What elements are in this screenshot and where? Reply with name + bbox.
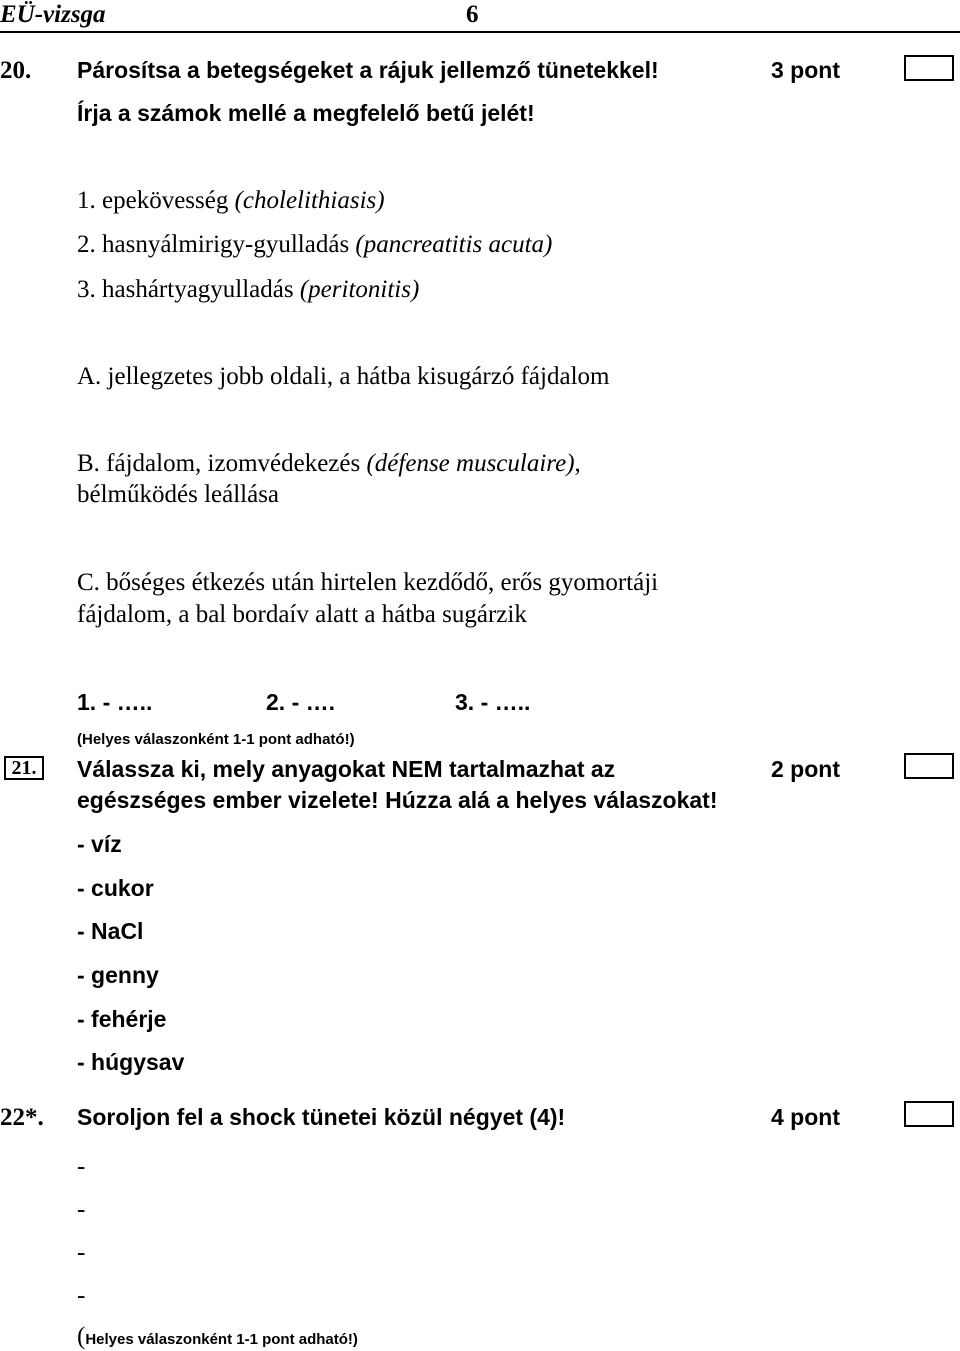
- header-rule: [0, 31, 960, 33]
- symptom-b-line2: bélműködés leállása: [77, 481, 280, 508]
- disease-item-2: [77, 230, 552, 259]
- question-instruction-line2: egészséges ember vizelete! Húzza alá a helyes válaszokat!: [77, 787, 718, 813]
- page-number: 6: [466, 1, 479, 28]
- question-points: 4 pont: [771, 1104, 840, 1130]
- question-instruction: Párosítsa a betegségeket a rájuk jellemző tünetekkel!: [77, 57, 659, 83]
- symptom-b-text: B. fájdalom, izomvédekezés: [77, 450, 367, 477]
- answer-option[interactable]: - cukor: [77, 875, 154, 901]
- header-title: EÜ-vizsga: [0, 1, 106, 28]
- answer-option[interactable]: - víz: [77, 831, 122, 857]
- symptom-c-line2: fájdalom, a bal bordaív alatt a hátba sugárzik: [77, 601, 527, 628]
- question-number: 21.: [4, 756, 44, 780]
- answer-slot-1[interactable]: 1. - …..: [77, 689, 153, 715]
- answer-option[interactable]: - NaCl: [77, 918, 144, 944]
- score-box[interactable]: [904, 753, 954, 779]
- answer-option[interactable]: - fehérje: [77, 1006, 167, 1032]
- symptom-a: A. jellegzetes jobb oldali, a hátba kisugárzó fájdalom: [77, 363, 610, 390]
- symptom-b-latin: (défense musculaire): [366, 450, 575, 477]
- answer-option[interactable]: - genny: [77, 962, 159, 988]
- question-points: 2 pont: [771, 756, 840, 782]
- answer-line[interactable]: -: [77, 1196, 86, 1223]
- answer-slot-3[interactable]: 3. - …..: [455, 689, 531, 715]
- disease-latin: (peritonitis): [299, 276, 420, 303]
- disease-label: 1. epekövesség: [77, 187, 235, 214]
- question-instruction: Soroljon fel a shock tünetei közül négyet (4)!: [77, 1104, 566, 1130]
- answer-slot-2[interactable]: 2. - ….: [266, 689, 336, 715]
- answer-option[interactable]: - húgysav: [77, 1049, 185, 1075]
- answer-line[interactable]: -: [77, 1239, 86, 1266]
- scoring-note: (Helyes válaszonként 1-1 pont adható!): [77, 731, 355, 748]
- question-number: 22*.: [0, 1104, 44, 1131]
- disease-latin: (pancreatitis acuta): [355, 231, 553, 258]
- score-box[interactable]: [904, 55, 954, 81]
- score-box[interactable]: [904, 1101, 954, 1127]
- symptom-c-line1: C. bőséges étkezés után hirtelen kezdődő, erős gyomortáji: [77, 569, 659, 596]
- disease-item-3: [77, 275, 419, 304]
- symptom-b: [77, 449, 581, 478]
- disease-latin: (cholelithiasis): [234, 187, 385, 214]
- question-instruction-secondary: Írja a számok mellé a megfelelő betű jelét!: [77, 100, 535, 126]
- answer-line[interactable]: -: [77, 1153, 86, 1180]
- question-number: 20.: [0, 57, 32, 84]
- symptom-b-comma: ,: [574, 450, 581, 477]
- question-instruction: Válassza ki, mely anyagokat NEM tartalmazhat az: [77, 756, 616, 782]
- disease-item-1: [77, 186, 385, 215]
- answer-line[interactable]: -: [77, 1282, 86, 1309]
- question-points: 3 pont: [771, 57, 840, 83]
- scoring-note: (Helyes válaszonként 1-1 pont adható!): [77, 1323, 358, 1350]
- disease-label: 2. hasnyálmirigy-gyulladás: [77, 231, 356, 258]
- disease-label: 3. hashártyagyulladás: [77, 276, 300, 303]
